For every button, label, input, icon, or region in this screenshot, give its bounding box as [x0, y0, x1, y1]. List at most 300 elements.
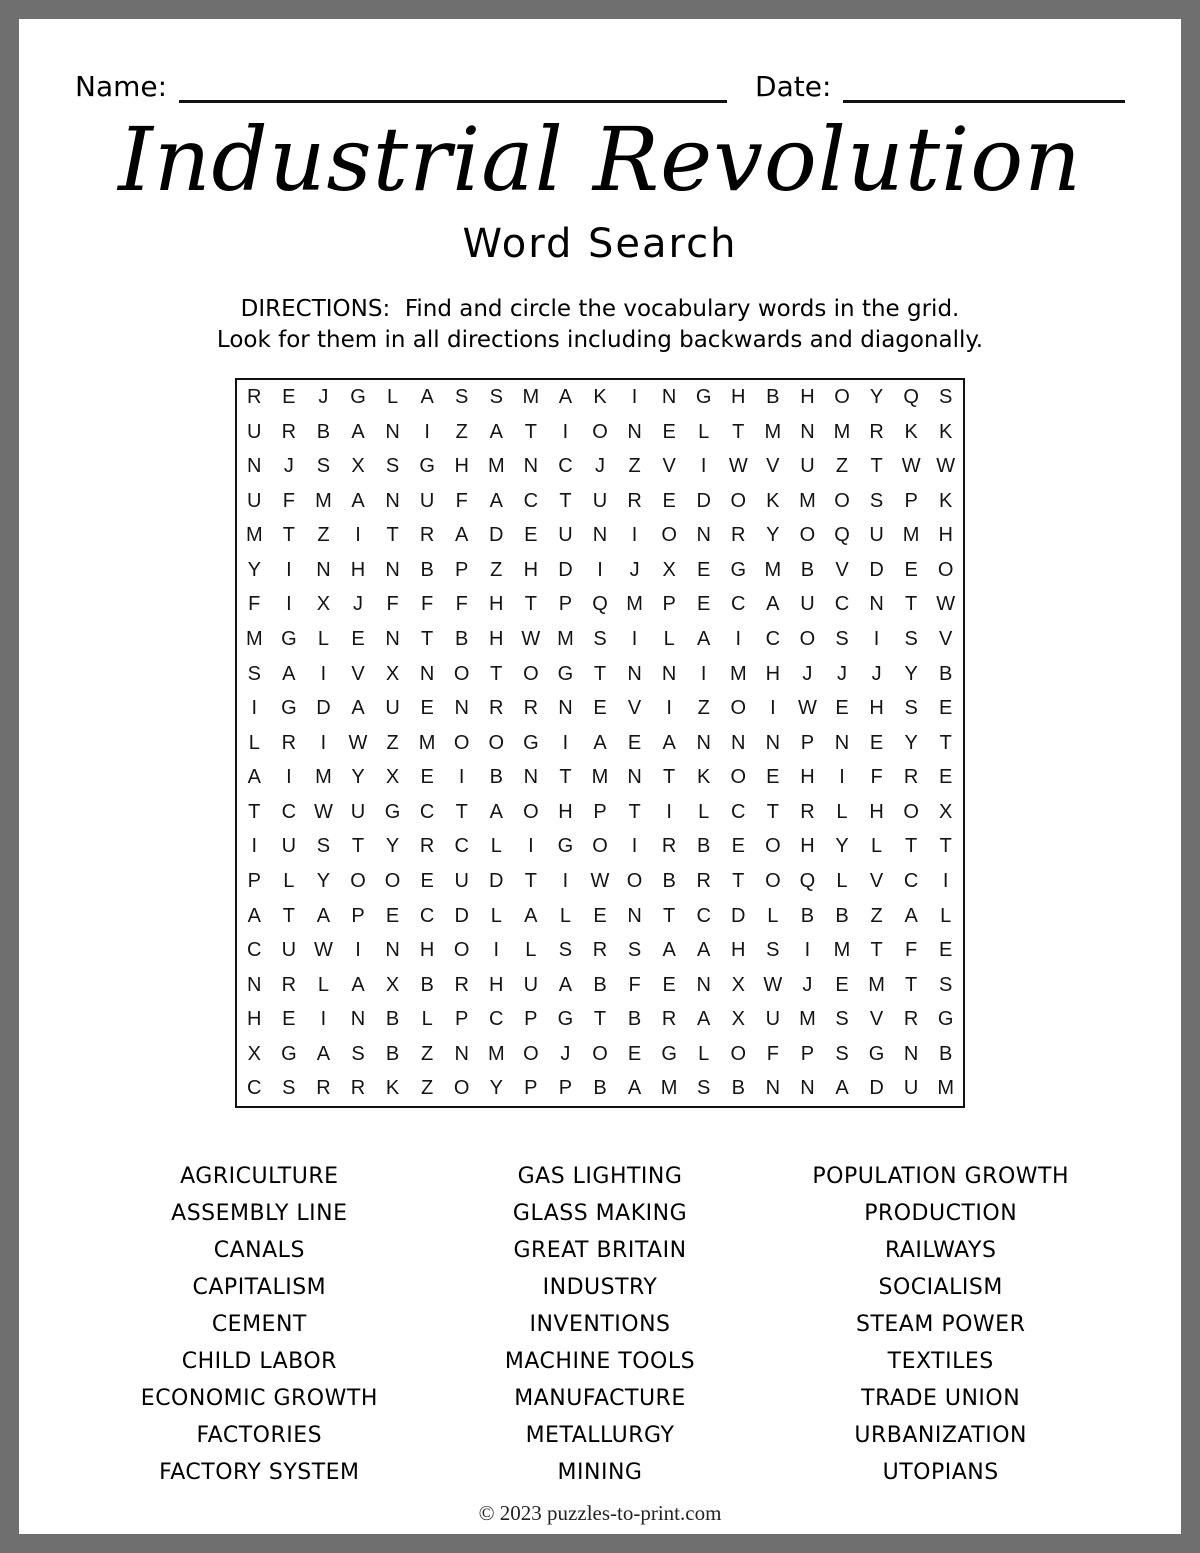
grid-cell: J	[318, 385, 329, 408]
grid-cell: F	[870, 766, 883, 789]
grid-cell: M	[833, 939, 851, 962]
grid-cell: D	[869, 1077, 884, 1100]
grid-cell: P	[904, 489, 918, 512]
grid-cell: J	[352, 593, 363, 616]
grid-cell: H	[489, 627, 504, 650]
grid-cell: A	[247, 904, 261, 927]
grid-cell: A	[316, 1042, 331, 1065]
grid-cell: G	[350, 385, 366, 408]
grid-cell: L	[387, 385, 399, 408]
grid-cell: J	[629, 558, 640, 581]
grid-cell: C	[489, 1008, 504, 1031]
grid-cell: D	[454, 904, 469, 927]
grid-cell: E	[697, 558, 711, 581]
grid-cell: L	[559, 904, 571, 927]
grid-cell: H	[938, 524, 953, 547]
grid-cell: R	[281, 420, 297, 443]
grid-cell: I	[735, 627, 742, 650]
grid-cell: B	[939, 662, 953, 685]
grid-cell: I	[320, 731, 327, 754]
grid-cell: V	[627, 697, 642, 720]
grid-cell: M	[799, 1008, 816, 1031]
grid-cell: F	[455, 593, 468, 616]
grid-cell: I	[251, 697, 258, 720]
grid-cell: A	[351, 697, 365, 720]
grid-cell: N	[627, 662, 642, 685]
grid-cell: N	[419, 662, 435, 685]
grid-cell: P	[593, 800, 607, 823]
grid-cell: F	[766, 1042, 779, 1065]
grid-cell: E	[524, 524, 538, 547]
grid-cell: A	[489, 420, 503, 443]
grid-cell: A	[662, 731, 676, 754]
grid-cell: G	[695, 385, 712, 408]
grid-cell: O	[937, 558, 954, 581]
grid-cell: W	[936, 593, 956, 616]
grid-cell: P	[662, 593, 676, 616]
grid-cell: N	[627, 766, 642, 789]
grid-cell: A	[662, 939, 676, 962]
grid-cell: V	[869, 869, 884, 892]
word-list-item: ASSEMBLY LINE	[171, 1201, 348, 1227]
grid-cell: E	[351, 627, 365, 650]
grid-cell: O	[488, 731, 505, 754]
grid-cell: F	[421, 593, 434, 616]
grid-cell: A	[835, 1077, 849, 1100]
grid-cell: O	[626, 869, 643, 892]
grid-cell: U	[454, 869, 469, 892]
grid-cell: M	[833, 420, 851, 443]
grid-cell: R	[523, 697, 539, 720]
grid-cell: L	[490, 904, 502, 927]
word-list-item: UTOPIANS	[882, 1460, 999, 1486]
grid-cell: O	[903, 800, 919, 823]
grid-cell: D	[869, 558, 884, 581]
word-grid	[235, 378, 965, 1108]
grid-cell: N	[903, 1042, 919, 1065]
grid-cell: R	[419, 524, 435, 547]
grid-cell: N	[523, 455, 539, 478]
grid-cell: I	[320, 662, 327, 685]
grid-cell: I	[493, 939, 500, 962]
grid-cell: U	[800, 455, 815, 478]
grid-cell: Y	[904, 731, 918, 754]
grid-cell: O	[453, 939, 470, 962]
grid-cell: E	[939, 766, 953, 789]
grid-cell: N	[350, 1008, 366, 1031]
grid-cell: Q	[903, 385, 919, 408]
grid-cell: T	[766, 800, 779, 823]
grid-cell: S	[385, 455, 400, 478]
grid-cell: C	[558, 455, 573, 478]
grid-cell: O	[730, 697, 747, 720]
grid-cell: G	[557, 662, 574, 685]
grid-cell: M	[764, 558, 782, 581]
directions-line-2: Look for them in all directions including backwards and diagonally.	[216, 327, 984, 354]
grid-cell: M	[764, 420, 782, 443]
grid-cell: T	[905, 835, 918, 858]
grid-cell: H	[419, 939, 435, 962]
grid-cell: K	[939, 489, 953, 512]
grid-cell: X	[351, 455, 365, 478]
grid-cell: I	[562, 869, 569, 892]
grid-cell: L	[698, 420, 710, 443]
grid-cell: P	[800, 1042, 815, 1065]
grid-cell: K	[766, 489, 780, 512]
grid-cell: N	[523, 766, 539, 789]
grid-cell: W	[763, 973, 783, 996]
word-list-item: AGRICULTURE	[180, 1164, 339, 1190]
word-list-item: PRODUCTION	[864, 1201, 1018, 1227]
grid-cell: A	[489, 489, 503, 512]
grid-cell: N	[385, 627, 400, 650]
grid-cell: D	[696, 489, 711, 512]
grid-cell: P	[455, 558, 469, 581]
grid-cell: E	[869, 731, 884, 754]
grid-cell: S	[904, 697, 918, 720]
grid-cell: Y	[247, 558, 261, 581]
grid-cell: F	[628, 973, 641, 996]
grid-cell: N	[385, 558, 400, 581]
grid-cell: X	[316, 593, 331, 616]
grid-cell: P	[351, 904, 365, 927]
grid-cell: U	[903, 1077, 919, 1100]
grid-cell: T	[559, 766, 572, 789]
grid-cell: K	[385, 1077, 400, 1100]
grid-cell: I	[631, 835, 638, 858]
grid-cell: L	[248, 731, 260, 754]
grid-cell: T	[663, 904, 676, 927]
grid-cell: T	[455, 800, 468, 823]
grid-cell: A	[697, 1008, 711, 1031]
directions	[19, 294, 1181, 356]
grid-cell: B	[627, 1008, 642, 1031]
grid-cell: Q	[799, 869, 816, 892]
grid-cell: Y	[835, 835, 849, 858]
grid-cell: I	[873, 627, 880, 650]
grid-cell: H	[800, 385, 815, 408]
grid-cell: M	[418, 731, 436, 754]
grid-cell: U	[558, 524, 573, 547]
date-label: Date:	[755, 70, 832, 103]
grid-cell: S	[939, 385, 953, 408]
grid-cell: L	[698, 800, 710, 823]
grid-cell: B	[766, 385, 780, 408]
grid-cell: I	[562, 420, 569, 443]
word-list-item: INDUSTRY	[542, 1275, 658, 1301]
grid-cell: F	[455, 489, 468, 512]
grid-cell: R	[627, 489, 642, 512]
grid-cell: T	[351, 835, 365, 858]
grid-cell: B	[593, 1077, 607, 1100]
word-list-item: GAS LIGHTING	[517, 1164, 683, 1190]
grid-cell: N	[661, 662, 677, 685]
grid-cell: A	[489, 800, 503, 823]
grid-cell: E	[766, 766, 780, 789]
word-list-column	[430, 1158, 771, 1491]
grid-cell: N	[834, 731, 850, 754]
grid-cell: E	[627, 1042, 642, 1065]
grid-cell: H	[869, 697, 884, 720]
grid-cell: I	[528, 835, 534, 858]
grid-cell: O	[799, 524, 816, 547]
grid-cell: T	[905, 593, 918, 616]
grid-cell: E	[835, 697, 849, 720]
word-list-item: INVENTIONS	[529, 1312, 671, 1338]
grid-cell: U	[419, 489, 435, 512]
grid-cell: T	[559, 489, 572, 512]
grid-cell: M	[557, 627, 574, 650]
grid-cell: N	[765, 1077, 781, 1100]
word-list-item: URBANIZATION	[854, 1423, 1027, 1449]
grid-cell: M	[729, 662, 747, 685]
grid-cell: X	[731, 1008, 745, 1031]
grid-cell: M	[902, 524, 920, 547]
grid-cell: M	[937, 1077, 955, 1100]
grid-cell: W	[728, 455, 748, 478]
grid-cell: A	[351, 420, 365, 443]
grid-cell: P	[800, 731, 815, 754]
grid-cell: W	[313, 939, 333, 962]
grid-cell: M	[487, 455, 505, 478]
grid-cell: U	[523, 973, 539, 996]
word-list-column	[89, 1158, 430, 1491]
grid-cell: E	[627, 731, 642, 754]
grid-cell: G	[384, 800, 401, 823]
grid-cell: T	[593, 662, 607, 685]
grid-cell: W	[797, 697, 817, 720]
grid-cell: Z	[421, 1042, 434, 1065]
grid-cell: Y	[489, 1077, 503, 1100]
grid-cell: R	[661, 835, 677, 858]
grid-cell: T	[524, 420, 537, 443]
grid-cell: S	[766, 939, 780, 962]
grid-cell: N	[558, 697, 573, 720]
grid-cell: L	[767, 904, 779, 927]
grid-cell: N	[696, 731, 711, 754]
grid-cell: L	[490, 835, 502, 858]
grid-cell: Q	[834, 524, 850, 547]
grid-cell: H	[765, 662, 781, 685]
grid-cell: V	[662, 455, 676, 478]
word-list	[89, 1158, 1111, 1491]
grid-cell: O	[799, 627, 816, 650]
grid-cell: S	[247, 662, 261, 685]
grid-cell: A	[455, 524, 469, 547]
word-list-item: SOCIALISM	[878, 1275, 1003, 1301]
grid-cell: W	[901, 455, 921, 478]
grid-cell: R	[489, 697, 504, 720]
grid-cell: T	[628, 800, 641, 823]
grid-cell: H	[869, 800, 884, 823]
grid-cell: I	[355, 524, 361, 547]
grid-cell: L	[836, 800, 848, 823]
grid-cell: S	[282, 1077, 296, 1100]
grid-cell: J	[283, 455, 294, 478]
grid-cell: N	[247, 973, 262, 996]
grid-cell: G	[661, 1042, 677, 1065]
grid-cell: P	[455, 1008, 469, 1031]
grid-cell: A	[697, 627, 711, 650]
grid-cell: R	[903, 766, 919, 789]
grid-cell: L	[317, 973, 329, 996]
grid-cell: O	[453, 1077, 470, 1100]
grid-cell: Z	[317, 524, 330, 547]
grid-cell: C	[419, 800, 435, 823]
grid-cell: A	[316, 904, 331, 927]
grid-cell: Y	[869, 385, 884, 408]
grid-cell: I	[770, 697, 776, 720]
grid-cell: B	[593, 973, 607, 996]
grid-cell: C	[731, 800, 746, 823]
grid-cell: N	[592, 524, 608, 547]
grid-cell: D	[558, 558, 573, 581]
grid-cell: X	[662, 558, 676, 581]
word-list-item: CAPITALISM	[192, 1275, 327, 1301]
grid-cell: A	[558, 973, 573, 996]
grid-cell: F	[248, 593, 261, 616]
grid-cell: C	[696, 904, 711, 927]
grid-cell: A	[904, 904, 918, 927]
grid-cell: O	[453, 662, 470, 685]
grid-cell: M	[522, 385, 540, 408]
grid-cell: I	[597, 558, 603, 581]
grid-cell: H	[247, 1008, 262, 1031]
grid-cell: B	[662, 869, 676, 892]
word-list-item: MINING	[557, 1460, 643, 1486]
page-title: Industrial Revolution	[118, 108, 1082, 211]
word-list-item: CHILD LABOR	[181, 1349, 337, 1375]
grid-cell: M	[868, 973, 885, 996]
grid-cell: R	[419, 835, 435, 858]
word-list-item: FACTORIES	[196, 1423, 323, 1449]
grid-cell: N	[247, 455, 262, 478]
grid-cell: L	[283, 869, 295, 892]
grid-cell: H	[489, 593, 504, 616]
grid-cell: T	[248, 800, 261, 823]
grid-cell: C	[454, 835, 469, 858]
grid-cell: S	[697, 1077, 711, 1100]
grid-cell: Y	[385, 835, 400, 858]
grid-cell: F	[905, 939, 918, 962]
grid-cell: N	[627, 420, 642, 443]
grid-cell: I	[286, 558, 292, 581]
grid-cell: E	[282, 1008, 296, 1031]
grid-cell: B	[489, 766, 503, 789]
grid-cell: E	[662, 973, 676, 996]
grid-cell: U	[592, 489, 608, 512]
grid-cell: T	[870, 455, 883, 478]
word-list-item: GREAT BRITAIN	[513, 1238, 687, 1264]
grid-cell: J	[871, 662, 882, 685]
grid-cell: T	[732, 420, 745, 443]
grid-cell: Z	[386, 731, 399, 754]
grid-cell: E	[697, 593, 711, 616]
grid-cell: M	[660, 1077, 678, 1100]
grid-cell: C	[419, 904, 435, 927]
grid-cell: S	[939, 973, 953, 996]
grid-cell: I	[286, 766, 292, 789]
grid-cell: Y	[351, 766, 365, 789]
grid-cell: B	[939, 1042, 953, 1065]
grid-cell: I	[942, 869, 949, 892]
grid-cell: J	[802, 973, 813, 996]
grid-cell: B	[385, 1042, 400, 1065]
grid-cell: N	[454, 697, 469, 720]
grid-cell: V	[766, 455, 780, 478]
grid-cell: I	[458, 766, 465, 789]
grid-cell: U	[800, 593, 815, 616]
grid-cell: L	[317, 627, 329, 650]
grid-cell: R	[281, 973, 297, 996]
grid-cell: C	[765, 627, 781, 650]
grid-cell: G	[868, 1042, 885, 1065]
grid-cell: B	[420, 973, 434, 996]
grid-cell: I	[286, 593, 292, 616]
grid-cell: O	[730, 766, 747, 789]
grid-cell: B	[731, 1077, 745, 1100]
grid-cell: U	[350, 800, 366, 823]
grid-cell: G	[281, 697, 297, 720]
grid-cell: K	[904, 420, 918, 443]
grid-cell: P	[558, 593, 573, 616]
grid-cell: H	[800, 835, 815, 858]
grid-cell: R	[696, 869, 711, 892]
grid-cell: I	[839, 766, 845, 789]
grid-cell: S	[904, 627, 918, 650]
header-row	[75, 63, 1125, 103]
grid-cell: Z	[870, 904, 883, 927]
grid-cell: H	[350, 558, 366, 581]
grid-cell: I	[631, 627, 638, 650]
grid-cell: R	[350, 1077, 366, 1100]
word-list-item: CEMENT	[211, 1312, 307, 1338]
grid-cell: R	[731, 524, 746, 547]
grid-cell: W	[936, 455, 956, 478]
grid-cell: R	[281, 731, 297, 754]
grid-cell: I	[251, 835, 258, 858]
grid-cell: S	[316, 455, 331, 478]
grid-cell: A	[558, 385, 573, 408]
grid-cell: L	[836, 869, 848, 892]
grid-cell: P	[524, 1008, 538, 1031]
word-list-item: MACHINE TOOLS	[504, 1349, 696, 1375]
grid-cell: R	[316, 1077, 331, 1100]
grid-cell: B	[835, 904, 849, 927]
grid-cell: N	[385, 420, 400, 443]
grid-cell: I	[355, 939, 361, 962]
grid-cell: A	[524, 904, 538, 927]
grid-cell: D	[489, 524, 504, 547]
name-blank-line	[179, 69, 727, 103]
grid-cell: N	[800, 1077, 815, 1100]
grid-cell: G	[730, 558, 747, 581]
word-list-item: TEXTILES	[887, 1349, 994, 1375]
grid-cell: A	[282, 662, 296, 685]
grid-cell: E	[420, 697, 434, 720]
grid-cell: Z	[835, 455, 849, 478]
grid-cell: Z	[455, 420, 468, 443]
grid-cell: O	[730, 1042, 747, 1065]
grid-cell: R	[869, 420, 884, 443]
grid-cell: O	[592, 420, 608, 443]
word-list-item: GLASS MAKING	[512, 1201, 688, 1227]
grid-cell: X	[385, 662, 400, 685]
grid-cell: M	[245, 627, 263, 650]
grid-cell: B	[455, 627, 469, 650]
grid-cell: G	[419, 455, 435, 478]
grid-cell: A	[766, 593, 780, 616]
